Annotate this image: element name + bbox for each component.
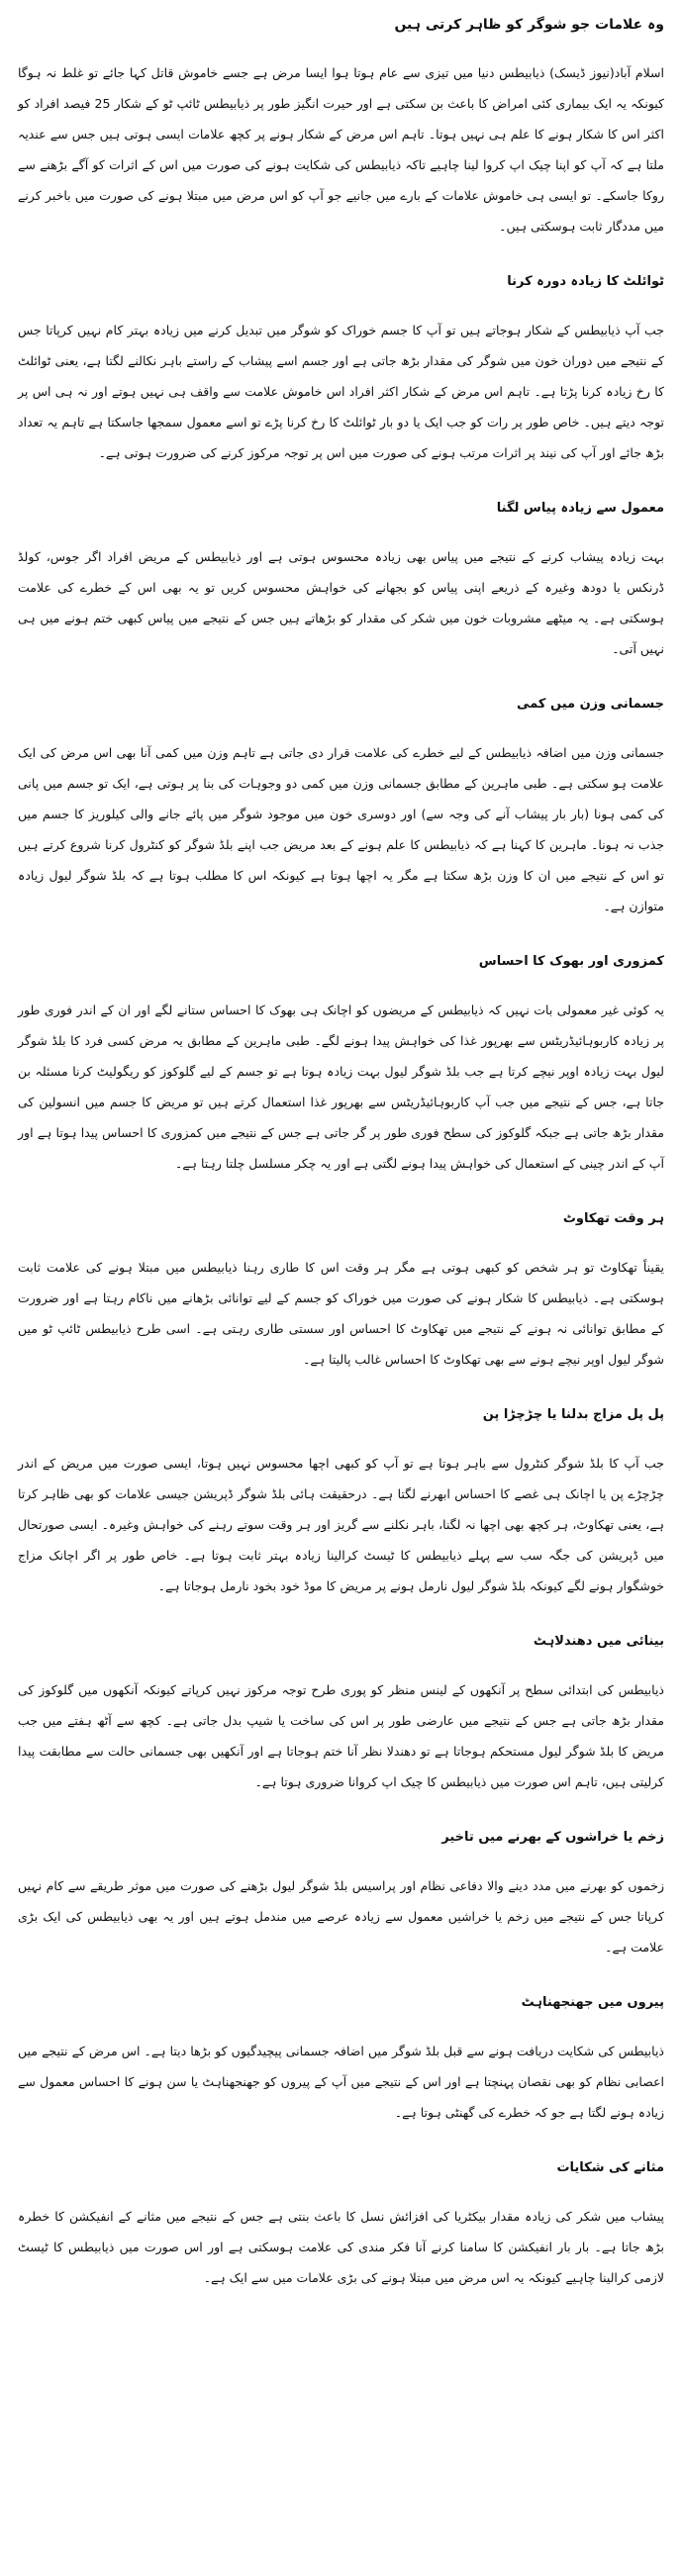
section-fatigue	[18, 1208, 664, 1375]
section-heading: جسمانی وزن میں کمی	[517, 697, 664, 712]
section-body: ذیابیطس کی شکایت دریافت ہونے سے قبل بلڈ شوگر میں اضافہ جسمانی پیچیدگیوں کو بڑھا دیتا ہے۔ اس مرض کے نتیجے میں اعصابی نظام کو بھی نقصان پہنچتا ہے اور اس کے نتیجے میں آپ کے پیروں کو جھنجھناہٹ یا سن ہونے کا احساس معمول سے زیادہ ہونے لگتا ہے جو کہ خطرے کی گھنٹی ہوتا ہے۔	[18, 2044, 664, 2120]
section-heading: زخم یا خراشوں کے بھرنے میں تاخیر	[441, 1830, 664, 1845]
section-slow-healing	[18, 1827, 664, 1962]
section-foot-tingling	[18, 1992, 664, 2128]
section-frequent-urination	[18, 271, 664, 468]
section-heading: پل پل مزاج بدلنا یا چڑچڑا پن	[482, 1407, 664, 1422]
section-body: جسمانی وزن میں اضافہ ذیابیطس کے لیے خطرے کی علامت قرار دی جاتی ہے تاہم وزن میں کمی آنا بھی اس مرض کی ایک علامت ہو سکتی ہے۔ طبی ماہرین کے مطابق جسمانی وزن میں کمی دو وجوہات کی بنا پر ہوتی ہے، ایک تو جسم میں پانی کی کمی ہونا (بار بار پیشاب آنے کی وجہ سے) اور دوسری خون میں موجود شوگر میں پائے جانے والی کیلوریز کا جسم میں جذب نہ ہونا۔ ماہرین کا کہنا ہے کہ ذیابیطس کا علم ہونے کے بعد مریض جب اپنے بلڈ شوگر کو کنٹرول کرنا شروع کرتے ہیں تو اس کے نتیجے میں ان کا وزن بڑھ سکتا ہے مگر یہ اچھا ہوتا ہے کیونکہ اس کا مطلب ہوتا ہے کہ بلڈ شوگر لیول زیادہ متوازن ہے۔	[18, 745, 664, 913]
section-body: بہت زیادہ پیشاب کرنے کے نتیجے میں پیاس بھی زیادہ محسوس ہوتی ہے اور ذیابیطس کے مریض افراد اگر جوس، کولڈ ڈرنکس یا دودھ وغیرہ کے ذریعے اپنی پیاس کو بجھانے کی خواہش محسوس کریں تو یہ بھی اس کے خطرے کی علامت ہوسکتی ہے۔ یہ میٹھے مشروبات خون میں شکر کی مقدار کو بڑھاتے ہیں جس کے نتیجے میں پیاس کبھی ختم ہونے میں ہی نہیں آتی۔	[18, 549, 664, 656]
section-heading: پیروں میں جھنجھناہٹ	[521, 1995, 664, 2010]
intro-paragraph: اسلام آباد(نیوز ڈیسک) ذیابیطس دنیا میں تیزی سے عام ہوتا ہوا ایسا مرض ہے جسے خاموش قاتل کہا جائے تو غلط نہ ہوگا کیونکہ یہ ایک بیماری کئی امراض کا باعث بن سکتی ہے اور حیرت انگیز طور پر ذیابیطس ٹائپ ٹو کے شکار 25 فیصد افراد کو اکثر اس کا شکار ہونے کا علم ہی نہیں ہوتا۔ تاہم اس مرض کے شکار ہونے پر کچھ علامات ایسی ہوتی ہیں جس سے عندیہ ملتا ہے کہ آپ کو اپنا چیک اپ کروا لینا چاہیے تاکہ ذیابیطس کی شکایت ہونے کی صورت میں اس کے اثرات کو آگے بڑھنے سے روکا جاسکے۔ تو ایسی ہی خاموش علامات کے بارے میں جانیے جو آپ کو اس مرض میں مبتلا ہونے کی صورت میں باخبر کرنے میں مددگار ثابت ہوسکتی ہیں۔	[18, 65, 664, 234]
section-weakness-hunger	[18, 951, 664, 1179]
section-heading: مثانے کی شکایات	[556, 2160, 664, 2175]
section-body: جب آپ کا بلڈ شوگر کنٹرول سے باہر ہوتا ہے تو آپ کو کبھی اچھا محسوس نہیں ہوتا، ایسی صورت میں مریض کے اندر چڑچڑے پن یا اچانک ہی غصے کا احساس ابھرنے لگتا ہے۔ درحقیقت ہائی بلڈ شوگر ڈپریشن جیسی علامات کو بھی ظاہر کرتا ہے، یعنی تھکاوٹ، ہر کچھ بھی اچھا نہ لگنا، باہر نکلنے سے گریز اور ہر وقت سوتے رہنے کی خواہش وغیرہ۔ ایسی صورتحال میں ڈپریشن کی جگہ سب سے پہلے ذیابیطس کا ٹیسٹ کرالینا زیادہ بہتر ثابت ہوتا ہے۔ خاص طور پر اگر اچانک مزاج خوشگوار ہونے لگے کیونکہ بلڈ شوگر لیول نارمل ہونے پر مریض کا موڈ خود بخود نارمل ہوجاتا ہے۔	[18, 1456, 664, 1593]
section-body: یقیناً تھکاوٹ تو ہر شخص کو کبھی ہوتی ہے مگر ہر وقت اس کا طاری رہنا ذیابیطس میں مبتلا ہونے کی علامت ثابت ہوسکتی ہے۔ ذیابیطس کا شکار ہونے کی صورت میں خوراک کو جسم کے لیے توانائی بڑھانے میں ناکام رہتا ہے اور ضرورت کے مطابق توانائی نہ ہونے کے نتیجے میں تھکاوٹ کا احساس اور سستی طاری رہتی ہے۔ اسی طرح ذیابیطس ٹائپ ٹو میں شوگر لیول اوپر نیچے ہونے سے بھی تھکاوٹ کا احساس غالب پالیتا ہے۔	[18, 1260, 664, 1367]
section-heading: ہر وقت تھکاوٹ	[562, 1211, 664, 1226]
section-weight-loss	[18, 694, 664, 921]
section-heading: معمول سے زیادہ پیاس لگنا	[496, 501, 664, 516]
section-heading: بینائی میں دھندلاہٹ	[533, 1634, 664, 1649]
section-body: زخموں کو بھرنے میں مدد دینے والا دفاعی نظام اور پراسیس بلڈ شوگر لیول بڑھنے کی صورت میں موثر طریقے سے کام نہیں کرپاتا جس کے نتیجے میں زخم یا خراشیں معمول سے زیادہ عرصے میں مندمل ہوتے ہیں اور یہ بھی ذیابیطس کی ایک بڑی علامت ہے۔	[18, 1878, 664, 1955]
section-excess-thirst	[18, 498, 664, 664]
section-body: یہ کوئی غیر معمولی بات نہیں کہ ذیابیطس کے مریضوں کو اچانک ہی بھوک کا احساس ستانے لگے اور ان کے اندر فوری طور پر زیادہ کاربوہائیڈریٹس سے بھرپور غذا کی خواہش پیدا ہونے لگے۔ طبی ماہرین کے مطابق یہ مرض کسی فرد کا بلڈ شوگر لیول بہت زیادہ اوپر نیچے کرتا ہے جب بلڈ شوگر لیول بہت زیادہ ہوتا ہے تو جسم کے لیے گلوکوز کو ریگولیٹ کرنا مسئلہ بن جاتا ہے، جس کے نتیجے میں جب آپ کاربوہائیڈریٹس سے بھرپور غذا استعمال کرتے ہیں تو مریض کا جسم میں انسولین کی مقدار بڑھ جاتی ہے جبکہ گلوکوز کی سطح فوری طور پر گر جاتی ہے جس کے نتیجے میں کمزوری کا احساس پیدا ہوتا ہے اور آپ کے اندر چینی کے استعمال کی خواہش پیدا ہونے لگتی ہے اور یہ چکر مسلسل چلتا رہتا ہے۔	[18, 1002, 664, 1171]
section-heading: ٹوائلٹ کا زیادہ دورہ کرنا	[507, 274, 664, 289]
section-bladder-complaints	[18, 2157, 664, 2293]
section-blurred-vision	[18, 1631, 664, 1797]
section-body: پیشاب میں شکر کی زیادہ مقدار بیکٹریا کی افزائش نسل کا باعث بنتی ہے جس کے نتیجے میں مثانے کے انفیکشن کا خطرہ بڑھ جاتا ہے۔ بار بار انفیکشن کا سامنا کرنے آنا فکر مندی کی علامت ہوسکتی ہے اور اس صورت میں ذیابیطس کا ٹیسٹ لازمی کرالینا چاہیے کیونکہ یہ اس مرض میں مبتلا ہونے کی بڑی علامات میں سے ایک ہے۔	[18, 2209, 664, 2285]
page-title: وہ علامات جو شوگر کو ظاہر کرتی ہیں	[394, 17, 664, 33]
section-mood-swings	[18, 1404, 664, 1601]
section-heading: کمزوری اور بھوک کا احساس	[478, 954, 664, 969]
section-body: جب آپ ذیابیطس کے شکار ہوجاتے ہیں تو آپ کا جسم خوراک کو شوگر میں تبدیل کرنے میں زیادہ بہتر کام نہیں کرپاتا جس کے نتیجے میں دوران خون میں شوگر کی مقدار بڑھ جاتی ہے اور جسم اسے پیشاب کے راستے باہر نکالنے لگتا ہے، یعنی ٹوائلٹ کا رخ زیادہ کرنا پڑتا ہے۔ تاہم اس مرض کے شکار اکثر افراد اس خاموش علامت سے واقف ہی نہیں ہوتے اور نہ ہی اس پر توجہ دیتے ہیں۔ خاص طور پر رات کو جب ایک یا دو بار ٹوائلٹ کا رخ کرنا پڑے تو اسے معمول سمجھا جاسکتا ہے تاہم یہ تعداد بڑھ جائے اور آپ کی نیند پر اثرات مرتب ہونے کی صورت میں اس پر توجہ مرکوز کرنے کی ضرورت ہوتی ہے۔	[18, 323, 664, 460]
section-body: ذیابیطس کی ابتدائی سطح پر آنکھوں کے لینس منظر کو پوری طرح توجہ مرکوز نہیں کرپاتے کیونکہ آنکھوں میں گلوکوز کی مقدار بڑھ جاتی ہے جس کے نتیجے میں عارضی طور پر اس کی ساخت یا شیپ بدل جاتی ہے۔ کچھ سے آٹھ ہفتے میں جب مریض کا بلڈ شوگر لیول مستحکم ہوجاتا ہے تو دھندلا نظر آنا ختم ہوجاتا ہے اور آنکھیں بھی جسمانی حالت سے مطابقت پیدا کرلیتی ہیں، تاہم اس صورت میں ذیابیطس کا چیک اپ کروانا ضروری ہوتا ہے۔	[18, 1682, 664, 1789]
